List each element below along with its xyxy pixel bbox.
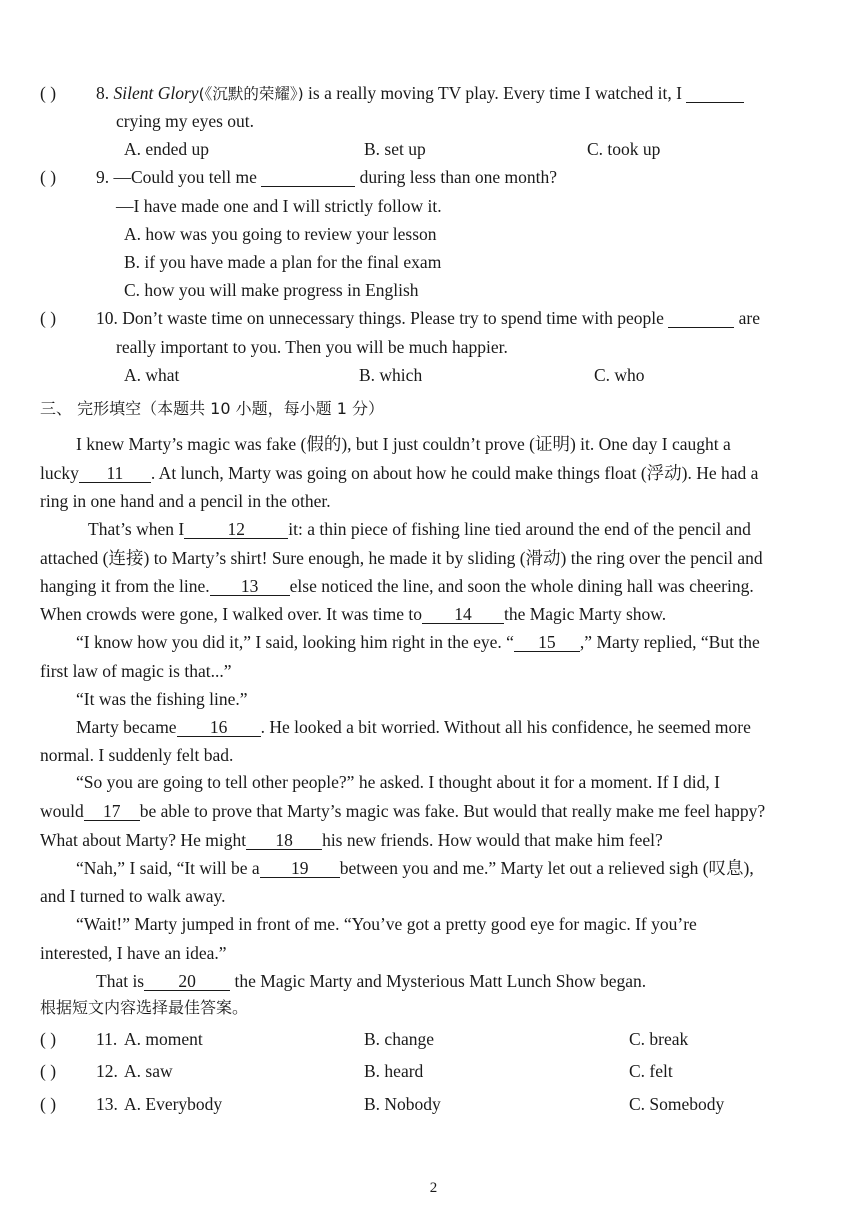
passage-text: between you and me.” Marty let out a relieved sigh (叹息), xyxy=(339,858,754,878)
passage-text: would xyxy=(40,801,84,821)
question-text-end: are xyxy=(738,308,760,328)
passage-text: hanging it from the line. xyxy=(40,576,210,596)
passage-line: ring in one hand and a pencil in the other. xyxy=(40,491,331,511)
passage-text: When crowds were gone, I walked over. It was time to xyxy=(40,604,422,624)
choice-number: 12. xyxy=(96,1061,118,1081)
option-b: B. Nobody xyxy=(364,1094,441,1114)
answer-blank xyxy=(686,84,744,103)
question-9-stem xyxy=(96,166,557,188)
question-text: Don’t waste time on unnecessary things. Please try to spend time with people xyxy=(122,308,664,328)
question-number: 10. xyxy=(96,308,118,328)
passage-line: I knew Marty’s magic was fake (假的), but I just couldn’t prove (证明) it. One day I caught a xyxy=(76,434,731,454)
tv-play-title: Silent Glory xyxy=(113,83,199,103)
section-heading: 三、 完形填空（本题共 10 小题，每小题 1 分） xyxy=(40,399,384,418)
passage-line: and I turned to walk away. xyxy=(40,886,226,906)
answer-blank xyxy=(668,309,734,328)
page-number: 2 xyxy=(429,1180,438,1196)
question-text-line2: crying my eyes out. xyxy=(116,111,255,131)
question-text-end: during less than one month? xyxy=(359,167,557,187)
option-c: C. Somebody xyxy=(629,1094,725,1114)
passage-text: the Magic Marty show. xyxy=(503,604,667,624)
blank-19: 19 xyxy=(260,859,340,878)
passage-line: interested, I have an idea.” xyxy=(40,943,227,963)
option-b: B. if you have made a plan for the final exam xyxy=(124,252,442,272)
blank-16: 16 xyxy=(177,718,261,737)
option-a: A. ended up xyxy=(124,139,210,159)
passage-line xyxy=(40,575,754,597)
passage-line xyxy=(76,631,760,653)
passage-line xyxy=(40,829,663,851)
passage-line xyxy=(96,970,646,992)
option-a: A. moment xyxy=(124,1029,203,1049)
answer-paren: ( ) xyxy=(40,1029,57,1049)
answer-paren: ( ) xyxy=(40,308,57,328)
passage-line xyxy=(76,716,751,738)
option-a: A. what xyxy=(124,365,180,385)
passage-text: . At lunch, Marty was going on about how he could make things float (浮动). He had a xyxy=(150,463,759,483)
question-number: 8. xyxy=(96,83,110,103)
question-text: is a really moving TV play. Every time I watched it, I xyxy=(303,83,682,103)
passage-line xyxy=(40,603,666,625)
passage-text: . He looked a bit worried. Without all his confidence, he seemed more xyxy=(260,717,751,737)
blank-15: 15 xyxy=(514,633,580,652)
blank-11: 11 xyxy=(79,464,151,483)
option-a: A. Everybody xyxy=(124,1094,223,1114)
passage-text: the Magic Marty and Mysterious Matt Lunch Show began. xyxy=(230,971,647,991)
option-c: C. how you will make progress in English xyxy=(124,280,419,300)
option-b: B. change xyxy=(364,1029,434,1049)
choice-number: 11. xyxy=(96,1029,118,1049)
passage-line: first law of magic is that...” xyxy=(40,661,232,681)
passage-text: What about Marty? He might xyxy=(40,830,247,850)
answer-paren: ( ) xyxy=(40,1094,57,1114)
passage-text: be able to prove that Marty’s magic was fake. But would that really make me feel happy? xyxy=(139,801,766,821)
blank-14: 14 xyxy=(422,605,504,624)
question-text-line2: —I have made one and I will strictly follow it. xyxy=(116,196,442,216)
question-10-stem xyxy=(96,307,760,329)
passage-line: normal. I suddenly felt bad. xyxy=(40,745,234,765)
tv-play-title-cn: (《沉默的荣耀》) xyxy=(198,85,304,103)
passage-text: That’s when I xyxy=(88,519,185,539)
option-a: A. saw xyxy=(124,1061,173,1081)
answer-paren: ( ) xyxy=(40,1061,57,1081)
blank-18: 18 xyxy=(246,831,322,850)
answer-paren: ( ) xyxy=(40,83,57,103)
passage-text: Marty became xyxy=(76,717,177,737)
passage-line xyxy=(88,518,751,540)
passage-line: “So you are going to tell other people?” he asked. I thought about it for a moment. If I did, I xyxy=(76,772,720,792)
passage-line xyxy=(40,462,758,484)
blank-12: 12 xyxy=(184,520,288,539)
passage-text: it: a thin piece of fishing line tied around the end of the pencil and xyxy=(288,519,751,539)
passage-line: “Wait!” Marty jumped in front of me. “You’ve got a pretty good eye for magic. If you’re xyxy=(76,914,697,934)
answer-paren: ( ) xyxy=(40,167,57,187)
blank-13: 13 xyxy=(210,577,290,596)
question-text: —Could you tell me xyxy=(113,167,257,187)
option-c: C. who xyxy=(594,365,645,385)
passage-text: “I know how you did it,” I said, looking him right in the eye. “ xyxy=(76,632,514,652)
choice-number: 13. xyxy=(96,1094,118,1114)
blank-20: 20 xyxy=(144,972,230,991)
option-c: C. felt xyxy=(629,1061,673,1081)
passage-text: ,” Marty replied, “But the xyxy=(579,632,760,652)
option-c: C. break xyxy=(629,1029,689,1049)
passage-line: “It was the fishing line.” xyxy=(76,689,248,709)
option-a: A. how was you going to review your lesson xyxy=(124,224,437,244)
blank-17: 17 xyxy=(84,802,140,821)
answer-blank xyxy=(261,168,355,187)
section-instruction: 根据短文内容选择最佳答案。 xyxy=(40,998,249,1017)
passage-line xyxy=(40,800,765,822)
question-text-line2: really important to you. Then you will be much happier. xyxy=(116,337,508,357)
passage-line: attached (连接) to Marty’s shirt! Sure enough, he made it by sliding (滑动) the ring over the pencil and xyxy=(40,548,763,568)
option-b: B. which xyxy=(359,365,423,385)
option-b: B. heard xyxy=(364,1061,424,1081)
passage-text: else noticed the line, and soon the whole dining hall was cheering. xyxy=(289,576,754,596)
passage-text: his new friends. How would that make him feel? xyxy=(322,830,663,850)
option-c: C. took up xyxy=(587,139,661,159)
question-number: 9. xyxy=(96,167,110,187)
passage-text: “Nah,” I said, “It will be a xyxy=(76,858,260,878)
passage-line xyxy=(76,857,754,879)
passage-text: lucky xyxy=(40,463,79,483)
option-b: B. set up xyxy=(364,139,426,159)
question-8-stem xyxy=(96,82,744,105)
passage-text: That is xyxy=(96,971,145,991)
